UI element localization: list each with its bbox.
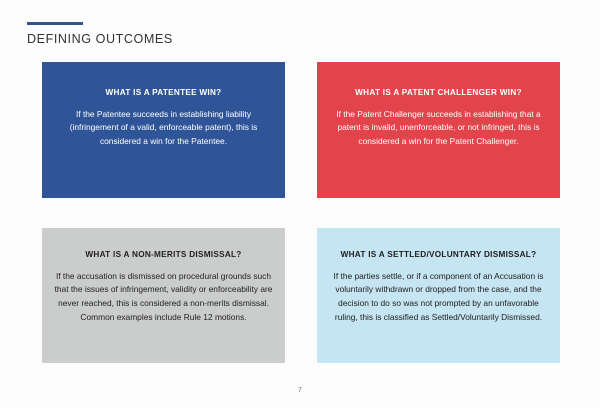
title-accent-bar (27, 22, 83, 25)
card-patentee-win (42, 62, 285, 198)
card-patent-challenger-win (317, 62, 560, 198)
card-heading: WHAT IS A NON-MERITS DISMISSAL? (85, 250, 242, 259)
card-body: If the Patentee succeeds in establishing liability (infringement of a valid, enforceable patent), this is considered a win for the Patentee. (69, 108, 258, 147)
card-body: If the accusation is dismissed on procedural grounds such that the issues of infringement, validity or enforceability are never reached, this is considered a non-merits dismissal. Common examples include Rule 12 motions. (54, 270, 273, 322)
slide-header (27, 22, 173, 46)
card-heading: WHAT IS A PATENTEE WIN? (105, 88, 222, 97)
card-body: If the Patent Challenger succeeds in establishing that a patent is invalid, unenforceable, or not infringed, this is considered a win for the Patent Challenger. (336, 108, 541, 147)
page-number: 7 (298, 387, 302, 394)
card-body: If the parties settle, or if a component of an Accusation is voluntarily withdrawn or dropped from the case, and the decision to do so was not prompted by an unfavorable ruling, this is classified as Settled/Voluntarily Dismissed. (333, 270, 544, 322)
page-title: DEFINING OUTCOMES (27, 32, 173, 46)
card-heading: WHAT IS A PATENT CHALLENGER WIN? (355, 88, 522, 97)
card-settled-voluntary-dismissal (317, 228, 560, 363)
outcome-card-grid (42, 62, 560, 363)
card-heading: WHAT IS A SETTLED/VOLUNTARY DISMISSAL? (340, 250, 537, 259)
card-non-merits-dismissal (42, 228, 285, 363)
